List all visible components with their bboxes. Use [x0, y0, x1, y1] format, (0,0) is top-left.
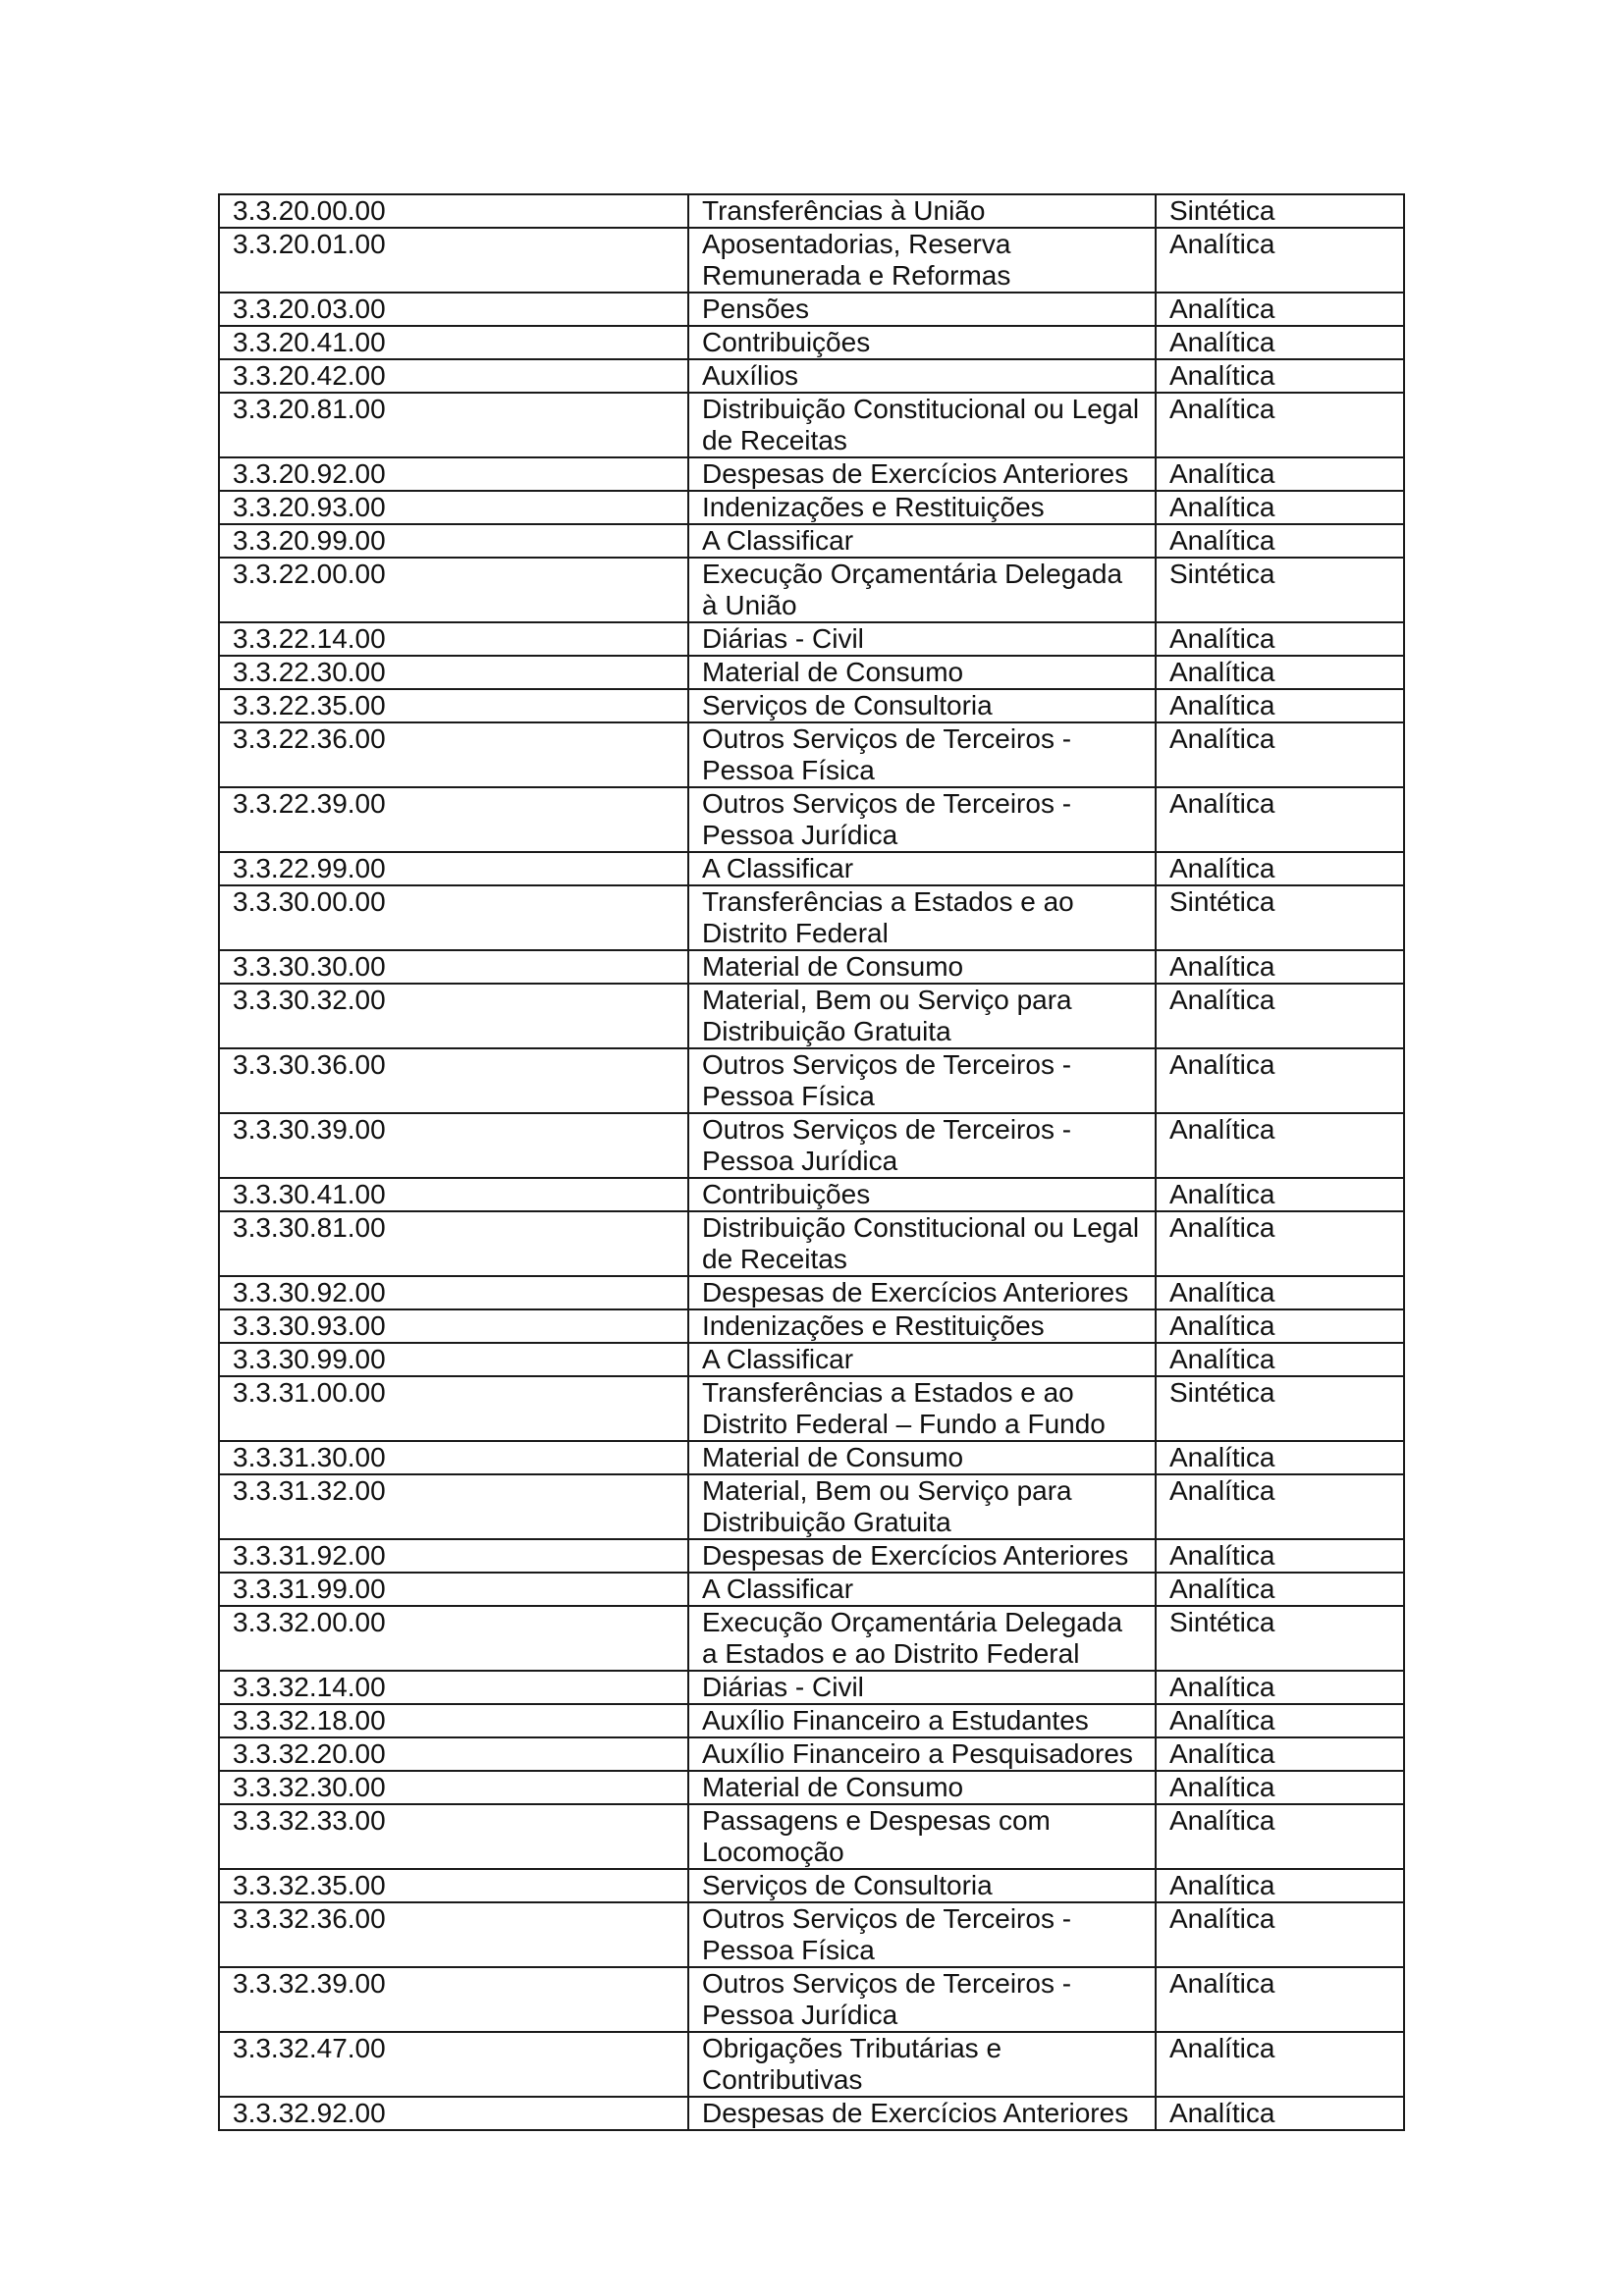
account-code-cell: 3.3.30.81.00 — [219, 1211, 688, 1276]
account-code-cell: 3.3.31.00.00 — [219, 1376, 688, 1441]
account-type-cell: Analítica — [1156, 1441, 1404, 1474]
account-description-cell: Despesas de Exercícios Anteriores — [688, 1539, 1156, 1573]
account-description-cell: Despesas de Exercícios Anteriores — [688, 457, 1156, 491]
table-row — [219, 1771, 1404, 1804]
account-type-cell: Analítica — [1156, 1902, 1404, 1967]
table-row — [219, 393, 1404, 457]
table-row — [219, 1113, 1404, 1178]
account-type-cell: Analítica — [1156, 1309, 1404, 1343]
table-row — [219, 1704, 1404, 1737]
account-description-cell: Material, Bem ou Serviço para Distribuição Gratuita — [688, 984, 1156, 1048]
account-description-cell: Outros Serviços de Terceiros - Pessoa Física — [688, 1048, 1156, 1113]
account-description-cell: Indenizações e Restituições — [688, 491, 1156, 524]
account-description-cell: Passagens e Despesas com Locomoção — [688, 1804, 1156, 1869]
account-type-cell: Analítica — [1156, 1211, 1404, 1276]
account-description-cell: Aposentadorias, Reserva Remunerada e Reformas — [688, 228, 1156, 293]
account-code-cell: 3.3.20.93.00 — [219, 491, 688, 524]
account-code-cell: 3.3.22.99.00 — [219, 852, 688, 885]
account-type-cell: Analítica — [1156, 1671, 1404, 1704]
account-type-cell: Analítica — [1156, 689, 1404, 722]
account-type-cell: Sintética — [1156, 558, 1404, 622]
account-code-cell: 3.3.32.30.00 — [219, 1771, 688, 1804]
account-type-cell: Analítica — [1156, 393, 1404, 457]
account-code-cell: 3.3.30.39.00 — [219, 1113, 688, 1178]
account-type-cell: Analítica — [1156, 1178, 1404, 1211]
table-row — [219, 689, 1404, 722]
account-code-cell: 3.3.30.36.00 — [219, 1048, 688, 1113]
table-row — [219, 1737, 1404, 1771]
table-row — [219, 1441, 1404, 1474]
account-code-cell: 3.3.32.14.00 — [219, 1671, 688, 1704]
table-row — [219, 194, 1404, 228]
account-code-cell: 3.3.32.00.00 — [219, 1606, 688, 1671]
account-description-cell: Serviços de Consultoria — [688, 689, 1156, 722]
account-code-cell: 3.3.32.47.00 — [219, 2032, 688, 2097]
table-row — [219, 558, 1404, 622]
account-description-cell: Material de Consumo — [688, 656, 1156, 689]
account-type-cell: Sintética — [1156, 1606, 1404, 1671]
account-description-cell: Auxílio Financeiro a Pesquisadores — [688, 1737, 1156, 1771]
account-description-cell: Material de Consumo — [688, 950, 1156, 984]
account-code-cell: 3.3.32.36.00 — [219, 1902, 688, 1967]
account-description-cell: Despesas de Exercícios Anteriores — [688, 2097, 1156, 2130]
account-type-cell: Analítica — [1156, 1343, 1404, 1376]
account-description-cell: Diárias - Civil — [688, 622, 1156, 656]
table-row — [219, 359, 1404, 393]
account-type-cell: Analítica — [1156, 1276, 1404, 1309]
account-type-cell: Analítica — [1156, 852, 1404, 885]
table-row — [219, 326, 1404, 359]
account-code-cell: 3.3.32.33.00 — [219, 1804, 688, 1869]
account-code-cell: 3.3.32.39.00 — [219, 1967, 688, 2032]
account-description-cell: Outros Serviços de Terceiros - Pessoa Física — [688, 722, 1156, 787]
account-description-cell: Obrigações Tributárias e Contributivas — [688, 2032, 1156, 2097]
account-code-cell: 3.3.31.32.00 — [219, 1474, 688, 1539]
account-code-cell: 3.3.30.93.00 — [219, 1309, 688, 1343]
table-row — [219, 1606, 1404, 1671]
account-type-cell: Analítica — [1156, 491, 1404, 524]
account-code-cell: 3.3.20.92.00 — [219, 457, 688, 491]
account-code-cell: 3.3.22.00.00 — [219, 558, 688, 622]
account-type-cell: Analítica — [1156, 1771, 1404, 1804]
account-code-cell: 3.3.31.99.00 — [219, 1573, 688, 1606]
table-row — [219, 885, 1404, 950]
account-type-cell: Sintética — [1156, 885, 1404, 950]
account-type-cell: Analítica — [1156, 1704, 1404, 1737]
table-row — [219, 524, 1404, 558]
table-row — [219, 228, 1404, 293]
table-row — [219, 491, 1404, 524]
account-description-cell: Despesas de Exercícios Anteriores — [688, 1276, 1156, 1309]
table-row — [219, 2097, 1404, 2130]
table-row — [219, 293, 1404, 326]
account-type-cell: Analítica — [1156, 622, 1404, 656]
account-description-cell: Execução Orçamentária Delegada à União — [688, 558, 1156, 622]
table-row — [219, 1902, 1404, 1967]
account-description-cell: Material, Bem ou Serviço para Distribuição Gratuita — [688, 1474, 1156, 1539]
account-description-cell: Execução Orçamentária Delegada a Estados e ao Distrito Federal — [688, 1606, 1156, 1671]
account-description-cell: Diárias - Civil — [688, 1671, 1156, 1704]
account-type-cell: Analítica — [1156, 984, 1404, 1048]
account-description-cell: Contribuições — [688, 1178, 1156, 1211]
account-type-cell: Analítica — [1156, 1967, 1404, 2032]
account-description-cell: Outros Serviços de Terceiros - Pessoa Jurídica — [688, 787, 1156, 852]
account-type-cell: Analítica — [1156, 326, 1404, 359]
account-code-cell: 3.3.22.39.00 — [219, 787, 688, 852]
account-description-cell: Distribuição Constitucional ou Legal de Receitas — [688, 393, 1156, 457]
account-type-cell: Analítica — [1156, 359, 1404, 393]
table-row — [219, 852, 1404, 885]
account-code-cell: 3.3.30.41.00 — [219, 1178, 688, 1211]
account-type-cell: Analítica — [1156, 293, 1404, 326]
account-code-cell: 3.3.32.35.00 — [219, 1869, 688, 1902]
table-row — [219, 722, 1404, 787]
account-description-cell: A Classificar — [688, 1573, 1156, 1606]
account-description-cell: Transferências a Estados e ao Distrito Federal — [688, 885, 1156, 950]
account-description-cell: A Classificar — [688, 524, 1156, 558]
account-code-cell: 3.3.22.14.00 — [219, 622, 688, 656]
account-description-cell: Auxílios — [688, 359, 1156, 393]
account-code-cell: 3.3.30.30.00 — [219, 950, 688, 984]
account-code-cell: 3.3.32.20.00 — [219, 1737, 688, 1771]
table-row — [219, 1804, 1404, 1869]
account-type-cell: Analítica — [1156, 656, 1404, 689]
table-row — [219, 984, 1404, 1048]
account-code-cell: 3.3.20.01.00 — [219, 228, 688, 293]
account-code-cell: 3.3.22.35.00 — [219, 689, 688, 722]
table-row — [219, 1539, 1404, 1573]
account-type-cell: Analítica — [1156, 1539, 1404, 1573]
account-type-cell: Analítica — [1156, 2097, 1404, 2130]
account-code-cell: 3.3.30.32.00 — [219, 984, 688, 1048]
account-code-cell: 3.3.20.42.00 — [219, 359, 688, 393]
account-code-cell: 3.3.20.41.00 — [219, 326, 688, 359]
account-description-cell: Auxílio Financeiro a Estudantes — [688, 1704, 1156, 1737]
table-row — [219, 1309, 1404, 1343]
account-type-cell: Analítica — [1156, 1474, 1404, 1539]
account-code-cell: 3.3.30.99.00 — [219, 1343, 688, 1376]
account-type-cell: Analítica — [1156, 787, 1404, 852]
account-code-cell: 3.3.32.18.00 — [219, 1704, 688, 1737]
table-row — [219, 1573, 1404, 1606]
account-code-cell: 3.3.20.00.00 — [219, 194, 688, 228]
account-description-cell: A Classificar — [688, 852, 1156, 885]
table-row — [219, 1343, 1404, 1376]
account-description-cell: Contribuições — [688, 326, 1156, 359]
table-row — [219, 1211, 1404, 1276]
account-code-cell: 3.3.31.92.00 — [219, 1539, 688, 1573]
table-row — [219, 2032, 1404, 2097]
account-code-cell: 3.3.22.36.00 — [219, 722, 688, 787]
account-description-cell: Outros Serviços de Terceiros - Pessoa Física — [688, 1902, 1156, 1967]
account-description-cell: Indenizações e Restituições — [688, 1309, 1156, 1343]
account-type-cell: Analítica — [1156, 524, 1404, 558]
table-row — [219, 1048, 1404, 1113]
account-type-cell: Analítica — [1156, 1573, 1404, 1606]
account-type-cell: Analítica — [1156, 457, 1404, 491]
account-type-cell: Analítica — [1156, 1737, 1404, 1771]
account-classification-table — [218, 193, 1405, 2131]
account-description-cell: Distribuição Constitucional ou Legal de Receitas — [688, 1211, 1156, 1276]
table-row — [219, 1178, 1404, 1211]
account-type-cell: Analítica — [1156, 1869, 1404, 1902]
table-row — [219, 1276, 1404, 1309]
account-description-cell: Transferências à União — [688, 194, 1156, 228]
table-row — [219, 950, 1404, 984]
table-row — [219, 787, 1404, 852]
account-type-cell: Sintética — [1156, 194, 1404, 228]
table-row — [219, 457, 1404, 491]
account-code-cell: 3.3.30.00.00 — [219, 885, 688, 950]
account-code-cell: 3.3.31.30.00 — [219, 1441, 688, 1474]
table-row — [219, 1671, 1404, 1704]
table-row — [219, 1869, 1404, 1902]
account-code-cell: 3.3.20.99.00 — [219, 524, 688, 558]
account-description-cell: A Classificar — [688, 1343, 1156, 1376]
account-type-cell: Sintética — [1156, 1376, 1404, 1441]
account-code-cell: 3.3.22.30.00 — [219, 656, 688, 689]
account-code-cell: 3.3.32.92.00 — [219, 2097, 688, 2130]
table-row — [219, 622, 1404, 656]
account-description-cell: Outros Serviços de Terceiros - Pessoa Jurídica — [688, 1113, 1156, 1178]
table-row — [219, 1376, 1404, 1441]
account-description-cell: Material de Consumo — [688, 1771, 1156, 1804]
account-code-cell: 3.3.20.81.00 — [219, 393, 688, 457]
account-type-cell: Analítica — [1156, 1113, 1404, 1178]
account-type-cell: Analítica — [1156, 950, 1404, 984]
account-description-cell: Pensões — [688, 293, 1156, 326]
table-row — [219, 656, 1404, 689]
account-code-cell: 3.3.20.03.00 — [219, 293, 688, 326]
account-description-cell: Outros Serviços de Terceiros - Pessoa Jurídica — [688, 1967, 1156, 2032]
table-body — [219, 194, 1404, 2130]
table-row — [219, 1474, 1404, 1539]
account-description-cell: Serviços de Consultoria — [688, 1869, 1156, 1902]
account-type-cell: Analítica — [1156, 722, 1404, 787]
account-type-cell: Analítica — [1156, 1048, 1404, 1113]
account-description-cell: Transferências a Estados e ao Distrito Federal – Fundo a Fundo — [688, 1376, 1156, 1441]
account-type-cell: Analítica — [1156, 1804, 1404, 1869]
account-type-cell: Analítica — [1156, 2032, 1404, 2097]
table-row — [219, 1967, 1404, 2032]
account-type-cell: Analítica — [1156, 228, 1404, 293]
account-code-cell: 3.3.30.92.00 — [219, 1276, 688, 1309]
account-description-cell: Material de Consumo — [688, 1441, 1156, 1474]
